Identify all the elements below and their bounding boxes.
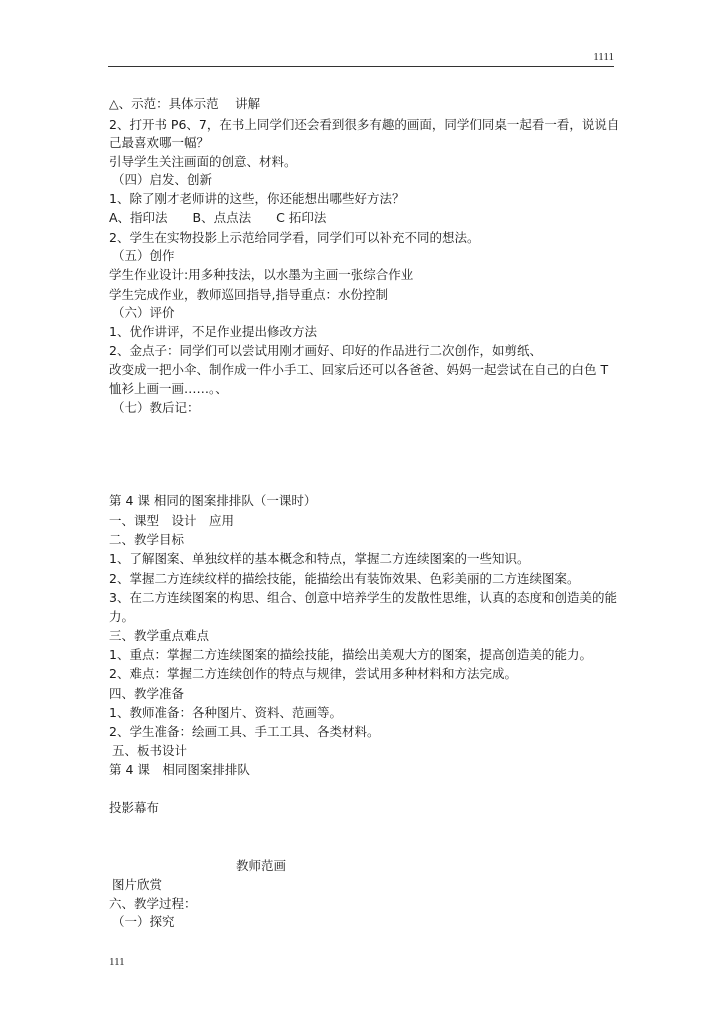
text-line: △、示范：具体示范 讲解 bbox=[109, 96, 261, 111]
text-line: 3、在二方连续图案的构思、组合、创意中培养学生的发散性思维，认真的态度和创造美的能 bbox=[109, 590, 617, 605]
text-line: 己最喜欢哪一幅？ bbox=[109, 135, 210, 150]
text-line: 第 4 课 相同图案排排队 bbox=[109, 762, 250, 777]
text-line: A、指印法 B、点点法 C 拓印法 bbox=[109, 210, 327, 225]
subsection-heading: （五）创作 bbox=[112, 248, 175, 263]
page-footer-number: 111 bbox=[109, 956, 125, 968]
text-line: 改变成一把小伞、制作成一件小手工、回家后还可以各爸爸、妈妈一起尝试在自己的白色 T bbox=[109, 362, 609, 377]
text-line: 学生完成作业，教师巡回指导,指导重点：水份控制 bbox=[109, 287, 388, 302]
section-heading: 五、板书设计 bbox=[112, 743, 188, 758]
section-heading: 六、教学过程： bbox=[109, 896, 197, 911]
text-line: 2、难点：掌握二方连续创作的特点与规律，尝试用多种材料和方法完成。 bbox=[109, 666, 517, 681]
board-item: 教师范画 bbox=[236, 858, 287, 873]
subsection-heading: （七）教后记： bbox=[112, 400, 200, 415]
text-line: 2、打开书 P6、7，在书上同学们还会看到很多有趣的画面，同学们同桌一起看一看，说说自 bbox=[109, 117, 620, 132]
page-header-number: 1111 bbox=[593, 51, 614, 63]
text-line: 1、优作讲评，不足作业提出修改方法 bbox=[109, 324, 317, 339]
text-line: 2、学生准备：绘画工具、手工工具、各类材料。 bbox=[109, 724, 380, 739]
text-line: 1、除了刚才老师讲的这些，你还能想出哪些好方法？ bbox=[109, 191, 405, 206]
board-item: 图片欣赏 bbox=[112, 877, 163, 892]
subsection-heading: （六）评价 bbox=[112, 305, 175, 320]
text-line: 1、重点：掌握二方连续图案的描绘技能，描绘出美观大方的图案，提高创造美的能力。 bbox=[109, 647, 592, 662]
text-line: 学生作业设计:用多种技法，以水墨为主画一张综合作业 bbox=[109, 267, 414, 282]
board-item: 投影幕布 bbox=[109, 800, 160, 815]
text-line: 1、了解图案、单独纹样的基本概念和特点，掌握二方连续图案的一些知识。 bbox=[109, 551, 530, 566]
text-line: 一、课型 设计 应用 bbox=[109, 513, 235, 528]
subsection-heading: （一）探究 bbox=[112, 914, 175, 929]
subsection-heading: （四）启发、创新 bbox=[112, 172, 213, 187]
text-line: 1、教师准备：各种图片、资料、范画等。 bbox=[109, 705, 342, 720]
header-rule bbox=[108, 66, 614, 67]
text-line: 恤衫上画一画……。、 bbox=[109, 381, 228, 396]
text-line: 引导学生关注画面的创意、材料。 bbox=[109, 154, 297, 169]
text-line: 2、掌握二方连续纹样的描绘技能，能描绘出有装饰效果、色彩美丽的二方连续图案。 bbox=[109, 571, 580, 586]
section-heading: 二、教学目标 bbox=[109, 532, 185, 547]
section-heading: 四、教学准备 bbox=[109, 686, 185, 701]
text-line: 2、金点子：同学们可以尝试用刚才画好、印好的作品进行二次创作，如剪纸、 bbox=[109, 343, 542, 358]
lesson-title: 第 4 课 相同的图案排排队（一课时） bbox=[109, 493, 317, 508]
text-line: 力。 bbox=[109, 609, 135, 624]
section-heading: 三、教学重点难点 bbox=[109, 628, 210, 643]
text-line: 2、学生在实物投影上示范给同学看，同学们可以补充不同的想法。 bbox=[109, 230, 480, 245]
